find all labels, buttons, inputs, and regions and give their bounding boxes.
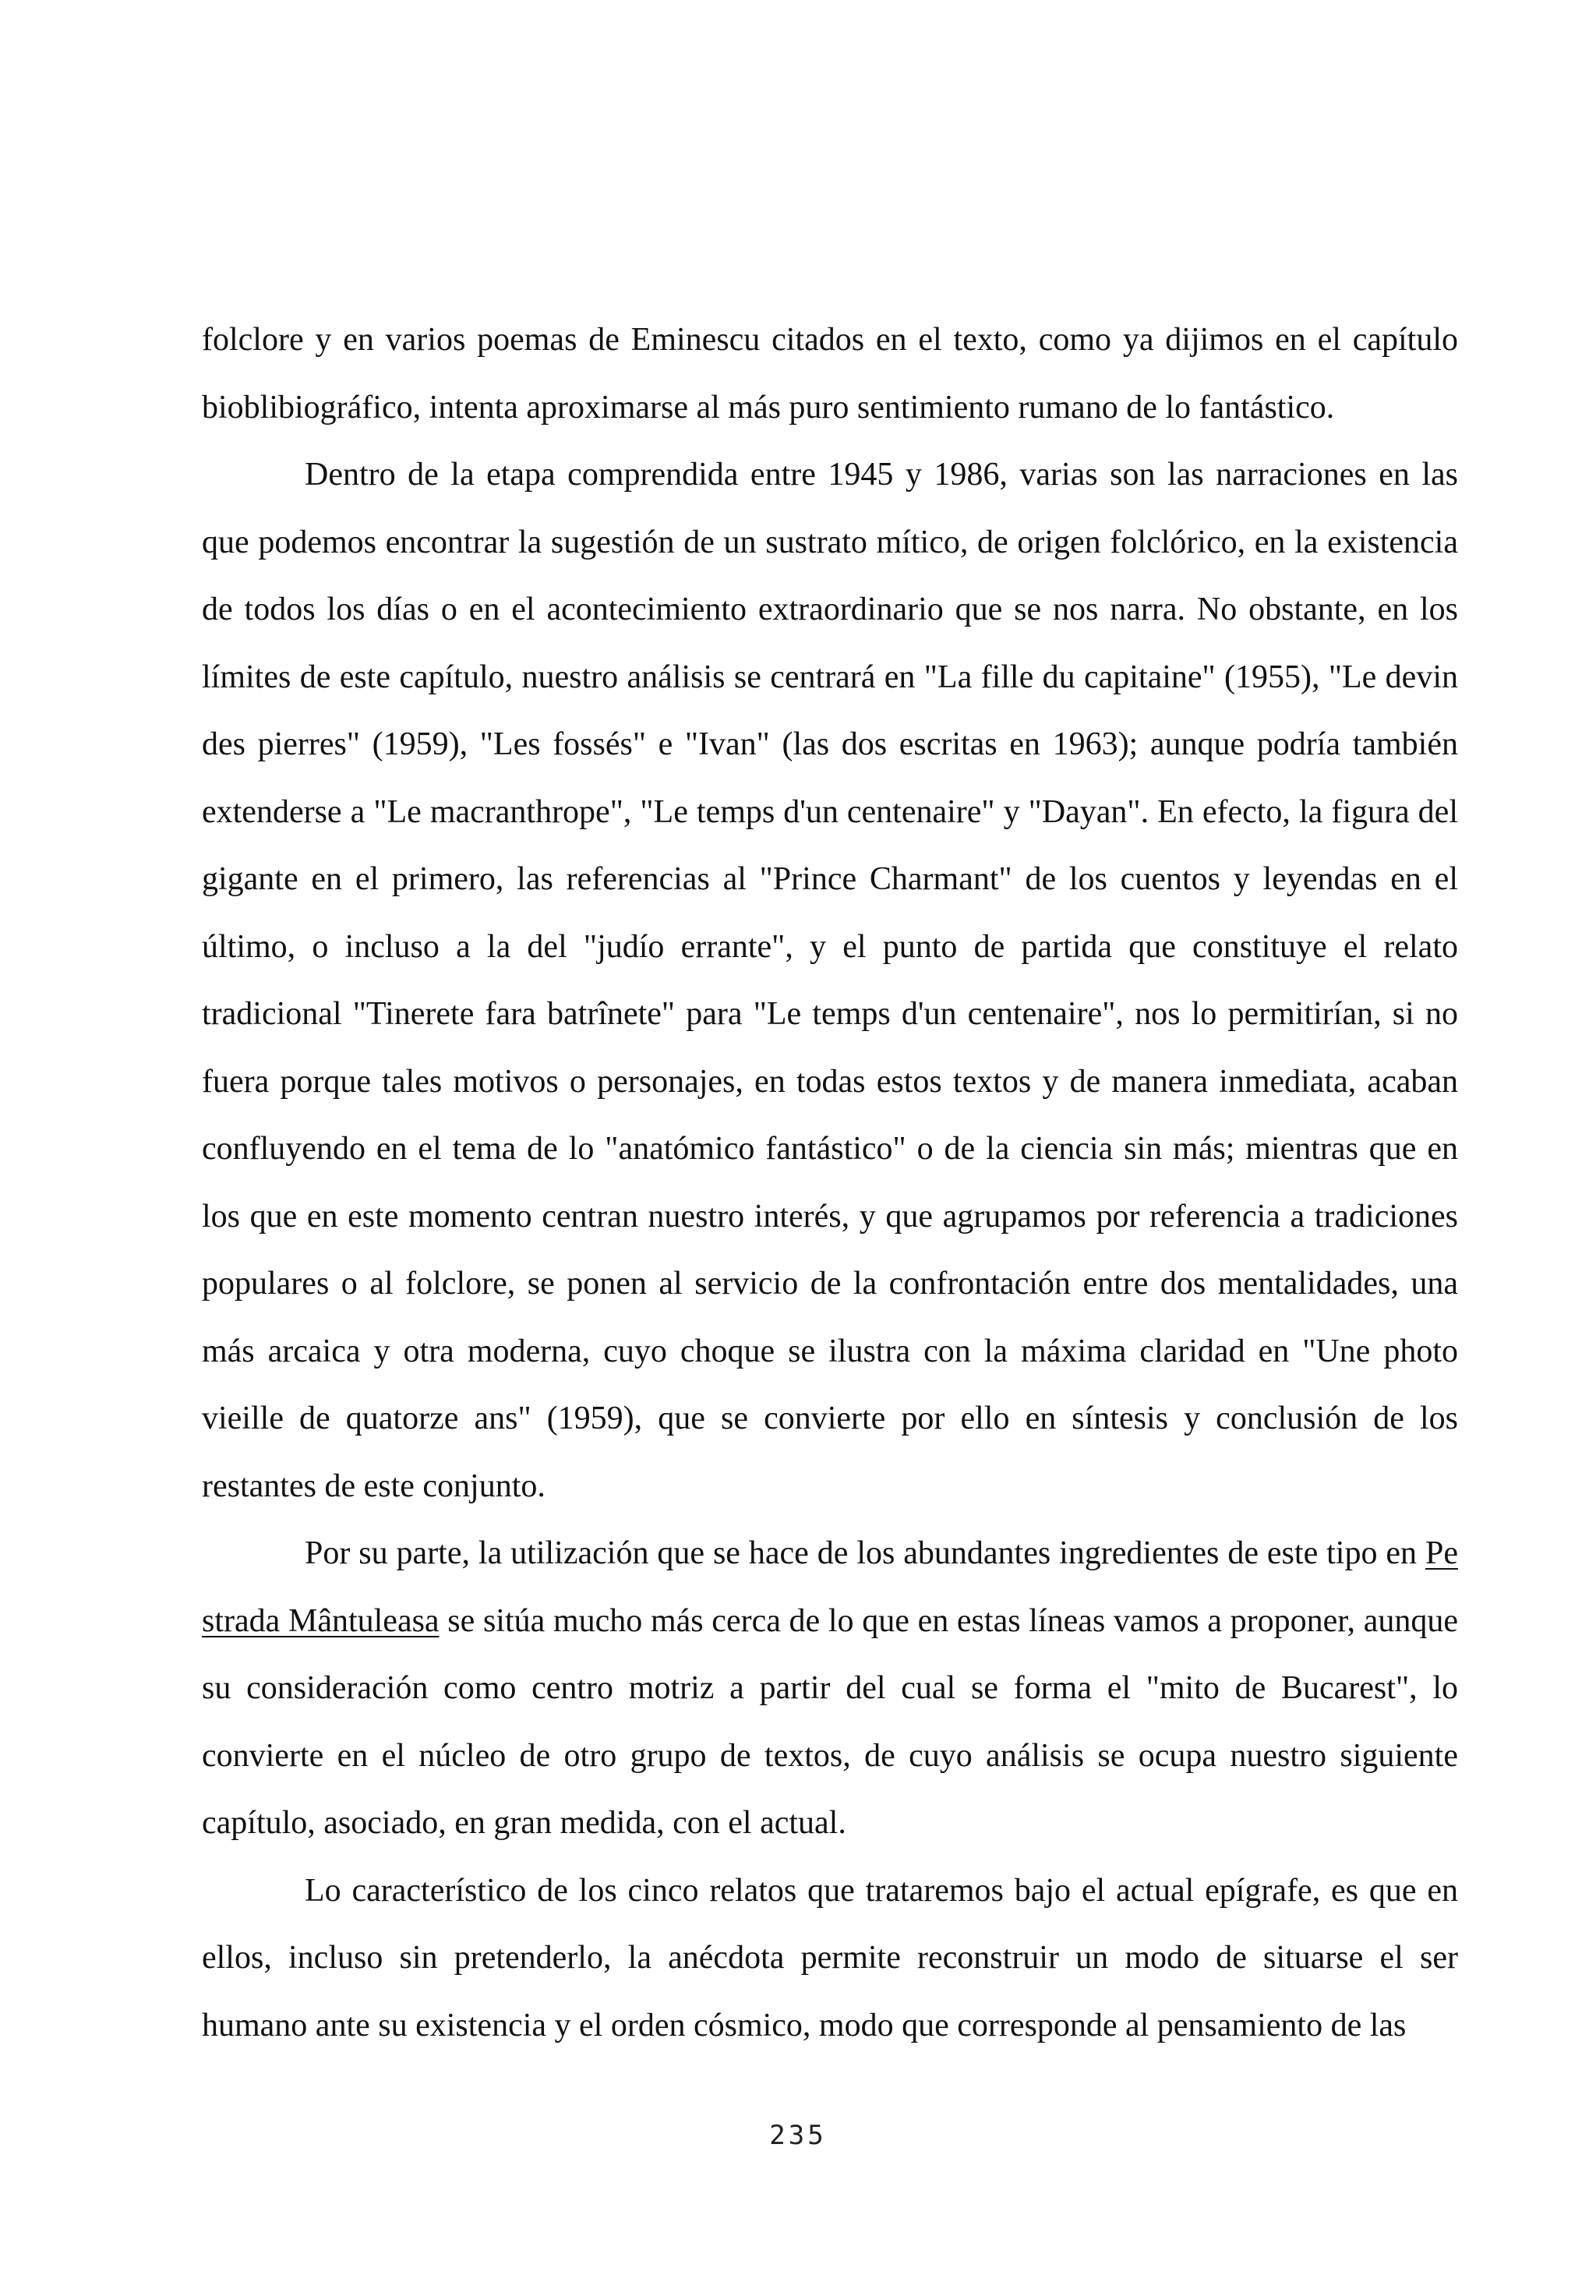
- book-title-underlined: Pe strada Mântuleasa: [202, 1535, 1458, 1639]
- paragraph-3-text-before: Por su parte, la utilización que se hace de los abundantes ingredientes de este tipo en: [305, 1535, 1425, 1571]
- paragraph-4: Lo característico de los cinco relatos que trataremos bajo el actual epígrafe, es que en ellos, incluso sin pretenderlo, la anécdota permite reconstruir un modo de situarse el ser humano ante su existencia y el orden cósmico, modo que corresponde al pensamiento de las: [202, 1872, 1458, 2043]
- paragraph-3: [202, 1520, 1458, 1857]
- body-text: [202, 306, 1458, 2059]
- page-number: 235: [769, 2120, 827, 2151]
- paragraph-2: Dentro de la etapa comprendida entre 1945 y 1986, varias son las narraciones en las que podemos encontrar la sugestión de un sustrato mítico, de origen folclórico, en la existencia de todos los días o en el acontecimiento extraordinario que se nos narra. No obstante, en los límites de este capítulo, nuestro análisis se centrará en "La fille du capitaine" (1955), "Le devin des pierres" (1959), "Les fossés" e "Ivan" (las dos escritas en 1963); aunque podría también extenderse a "Le macranthrope", "Le temps d'un centenaire" y "Dayan". En efecto, la figura del gigante en el primero, las referencias al "Prince Charmant" de los cuentos y leyendas en el último, o incluso a la del "judío errante", y el punto de partida que constituye el relato tradicional "Tinerete fara batrînete" para "Le temps d'un centenaire", nos lo permitirían, si no fuera porque tales motivos o personajes, en todas estos textos y de manera inmediata, acaban confluyendo en el tema de lo "anatómico fantástico" o de la ciencia sin más; mientras que en los que en este momento centran nuestro interés, y que agrupamos por referencia a tradiciones populares o al folclore, se ponen al servicio de la confrontación entre dos mentalidades, una más arcaica y otra moderna, cuyo choque se ilustra con la máxima claridad en "Une photo vieille de quatorze ans" (1959), que se convierte por ello en síntesis y conclusión de los restantes de este conjunto.: [202, 457, 1458, 1504]
- paragraph-1: folclore y en varios poemas de Eminescu citados en el texto, como ya dijimos en el capítulo bioblibiográfico, intenta aproximarse al más puro sentimiento rumano de lo fantástico.: [202, 322, 1458, 426]
- paragraph-3-text-after: se sitúa mucho más cerca de lo que en estas líneas vamos a proponer, aunque su consideración como centro motriz a partir del cual se forma el "mito de Bucarest", lo convierte en el núcleo de otro grupo de textos, de cuyo análisis se ocupa nuestro siguiente capítulo, asociado, en gran medida, con el actual.: [202, 1602, 1458, 1841]
